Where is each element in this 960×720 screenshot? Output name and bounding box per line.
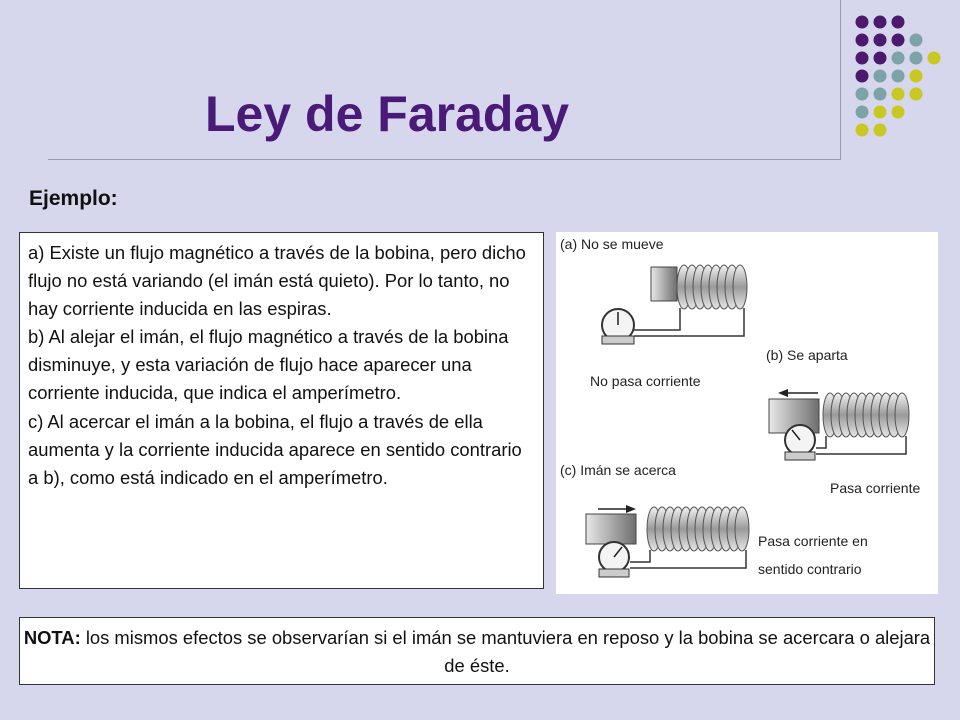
explanation-box	[19, 232, 544, 589]
panel-c-ammeter	[599, 542, 629, 577]
title-divider-horizontal	[48, 159, 841, 160]
note-box	[19, 617, 935, 685]
explanation-paragraph-c: c) Al acercar el imán a la bobina, el flujo a través de ella aumenta y la corriente inducida aparece en sentido contrario a b), como está indicado en el amperímetro.	[28, 410, 522, 488]
slide-subtitle: Ejemplo:	[29, 187, 118, 210]
explanation-paragraph-b: b) Al alejar el imán, el flujo magnético a través de la bobina disminuye, y esta variación de flujo hace aparecer una corriente inducida, que indica el amperímetro.	[28, 326, 509, 404]
faraday-illustration-svg	[556, 232, 938, 594]
panel-a-coil	[634, 265, 747, 336]
panel-b-ammeter	[785, 425, 815, 460]
panel-a-ammeter	[602, 309, 634, 344]
panel-c-label: (c) Imán se acerca	[560, 462, 676, 478]
note-text: los mismos efectos se observarían si el imán se mantuviera en reposo y la bobina se acercara o alejara de éste.	[80, 627, 931, 676]
slide-title: Ley de Faraday	[205, 86, 570, 142]
panel-c-caption-line1: Pasa corriente en	[758, 533, 868, 549]
explanation-paragraph-a: a) Existe un flujo magnético a través de la bobina, pero dicho flujo no está variando (el imán está quieto). Por lo tanto, no hay corriente inducida en las espiras.	[28, 242, 526, 320]
note-label: NOTA:	[23, 627, 81, 648]
title-divider-vertical	[840, 0, 841, 160]
panel-c-arrow	[598, 505, 636, 513]
panel-b-arrow	[778, 389, 818, 397]
panel-a-caption: No pasa corriente	[590, 373, 701, 389]
faraday-illustration	[556, 232, 938, 594]
panel-a-label: (a) No se mueve	[560, 236, 664, 252]
panel-c-caption-line2: sentido contrario	[758, 561, 862, 577]
panel-b-caption: Pasa corriente	[830, 480, 921, 496]
panel-b-label: (b) Se aparta	[766, 347, 848, 363]
